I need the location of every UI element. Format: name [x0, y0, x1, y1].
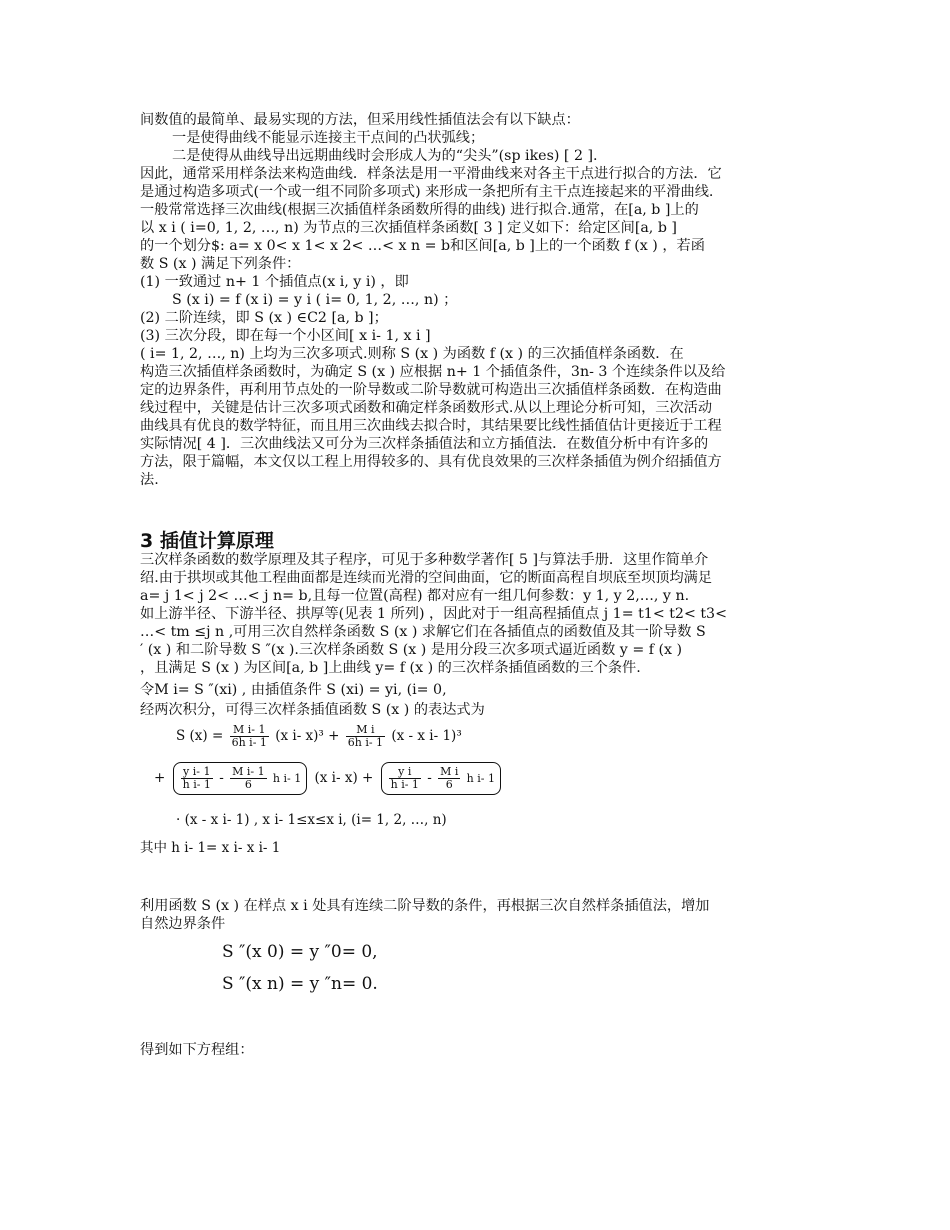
paragraph-line: 是通过构造多项式(一个或一组不同阶多项式) 来形成一条把所有主干点连接起来的平滑曲线.: [140, 184, 714, 200]
paragraph-line: 一是使得曲线不能显示连接主干点间的凸状弧线；: [172, 130, 485, 146]
paragraph-line: 以 x i ( i=0, 1, 2, …, n) 为节点的三次插值样条函数[ 3 ] 定义如下：给定区间[a, b ]: [140, 220, 677, 236]
formula-term: (x i- x) +: [314, 770, 374, 786]
paragraph-line: 线过程中，关键是估计三次多项式函数和确定样条函数形式.从以上理论分析可知，三次活动: [140, 400, 713, 416]
paragraph-line: ′ (x ) 和二阶导数 S ″(x ).三次样条函数 S (x ) 是用分段三次多项式逼近函数 y = f (x ): [140, 642, 683, 658]
paragraph-line: 令M i= S ″(xi) , 由插值条件 S (xi) = yi, (i= 0,: [140, 682, 447, 698]
paragraph-line: 方法，限于篇幅，本文仅以工程上用得较多的、具有优良效果的三次样条插值为例介绍插值方: [140, 454, 722, 470]
paragraph-line: 如上游半径、下游半径、拱厚等(见表 1 所列) ，因此对于一组高程插值点 j 1= t1< t2< t3<: [140, 606, 727, 622]
paragraph-line: ，且满足 S (x ) 为区间[a, b ]上曲线 y= f (x ) 的三次样条插值函数的三个条件.: [140, 660, 641, 676]
section-title: 3 插值计算原理: [140, 530, 274, 552]
formula-row-2: [154, 762, 504, 795]
fraction: $\frac{\text{M i}}{\text{6h i- 1}}$: [347, 723, 384, 749]
paragraph-line: 经两次积分，可得三次样条插值函数 S (x ) 的表达式为: [140, 702, 485, 718]
bracket-group: $\frac{\text{y i}}{\text{h i- 1}}$ - $\frac{\text{M i}}{6}$ h i- 1: [381, 762, 501, 795]
paragraph-line: (3) 三次分段，即在每一个小区间[ x i- 1, x i ]: [140, 328, 431, 344]
paragraph-line: 一般常常选择三次曲线(根据三次插值样条函数所得的曲线) 进行拟合.通常，在[a, b ]上的: [140, 202, 699, 218]
paragraph-line: 实际情况[ 4 ]．三次曲线法又可分为三次样条插值法和立方插值法．在数值分析中有许多的: [140, 436, 709, 452]
paragraph-line: a= j 1< j 2< …< j n= b,且每一位置(高程) 都对应有一组几何参数：y 1, y 2,…, y n.: [140, 588, 690, 604]
paragraph-line: 定的边界条件，再利用节点处的一阶导数或二阶导数就可构造出三次插值样条函数．在构造曲: [140, 382, 722, 398]
formula-row-1: [176, 724, 462, 749]
paragraph-line: 构造三次插值样条函数时，为确定 S (x ) 应根据 n+ 1 个插值条件，3n- 3 个连续条件以及给: [140, 364, 726, 380]
paragraph-line: 法.: [140, 472, 159, 488]
formula-row-3: · (x - x i- 1) , x i- 1≤x≤x i, (i= 1, 2, …, n): [176, 812, 447, 828]
formula-where: 其中 h i- 1= x i- x i- 1: [140, 840, 281, 856]
fraction: $\frac{\text{M i- 1}}{\text{6h i- 1}}$: [231, 723, 267, 749]
paragraph-line: 因此，通常采用样条法来构造曲线．样条法是用一平滑曲线来对各主干点进行拟合的方法．它: [140, 166, 722, 182]
paragraph-line: ( i= 1, 2, …, n) 上均为三次多项式.则称 S (x ) 为函数 f (x ) 的三次插值样条函数．在: [140, 346, 684, 362]
formula-lhs: S (x) =: [176, 728, 224, 744]
boundary-condition-2: S ″(x n) = y ″n= 0.: [222, 974, 378, 994]
paragraph-line: 数 S (x ) 满足下列条件：: [140, 256, 301, 272]
formula-term: (x - x i- 1)³: [391, 728, 462, 744]
paragraph-line: 得到如下方程组：: [140, 1042, 254, 1058]
paragraph-line: 自然边界条件: [140, 916, 226, 932]
paragraph-line: 间数值的最简单、最易实现的方法，但采用线性插值法会有以下缺点：: [140, 112, 580, 128]
formula-term: (x i- x)³ +: [275, 728, 340, 744]
bracket-group: $\frac{\text{y i- 1}}{\text{h i- 1}}$ - $\frac{\text{M i- 1}}{6}$ h i- 1: [173, 762, 308, 795]
paragraph-line: 二是使得从曲线导出远期曲线时会形成人为的“尖头”(sp ikes) [ 2 ].: [172, 148, 598, 164]
paragraph-line: …< tm ≤j n ,可用三次自然样条函数 S (x ) 求解它们在各插值点的函数值及其一阶导数 S: [140, 624, 706, 640]
formula-plus: +: [154, 770, 166, 786]
paragraph-line: 的一个划分$: a= x 0< x 1< x 2< …< x n = b和区间[a, b ]上的一个函数 f (x ) ，若函: [140, 238, 705, 254]
paragraph-line: 三次样条函数的数学原理及其子程序，可见于多种数学著作[ 5 ]与算法手册．这里作简单介: [140, 552, 709, 568]
boundary-condition-1: S ″(x 0) = y ″0= 0,: [222, 942, 378, 962]
paragraph-line: (2) 二阶连续，即 S (x ) ∈C2 [a, b ]；: [140, 310, 388, 326]
paragraph-line: 利用函数 S (x ) 在样点 x i 处具有连续二阶导数的条件，再根据三次自然样条插值法，增加: [140, 898, 710, 914]
paragraph-line: 绍.由于拱坝或其他工程曲面都是连续而光滑的空间曲面，它的断面高程自坝底至坝顶均满足: [140, 570, 713, 586]
paragraph-line: (1) 一致通过 n+ 1 个插值点(x i, y i) ，即: [140, 274, 409, 290]
paragraph-line: 曲线具有优良的数学特征，而且用三次曲线去拟合时，其结果要比线性插值估计更接近于工程: [140, 418, 722, 434]
paragraph-line: S (x i) = f (x i) = y i ( i= 0, 1, 2, …, n) ；: [172, 292, 458, 308]
